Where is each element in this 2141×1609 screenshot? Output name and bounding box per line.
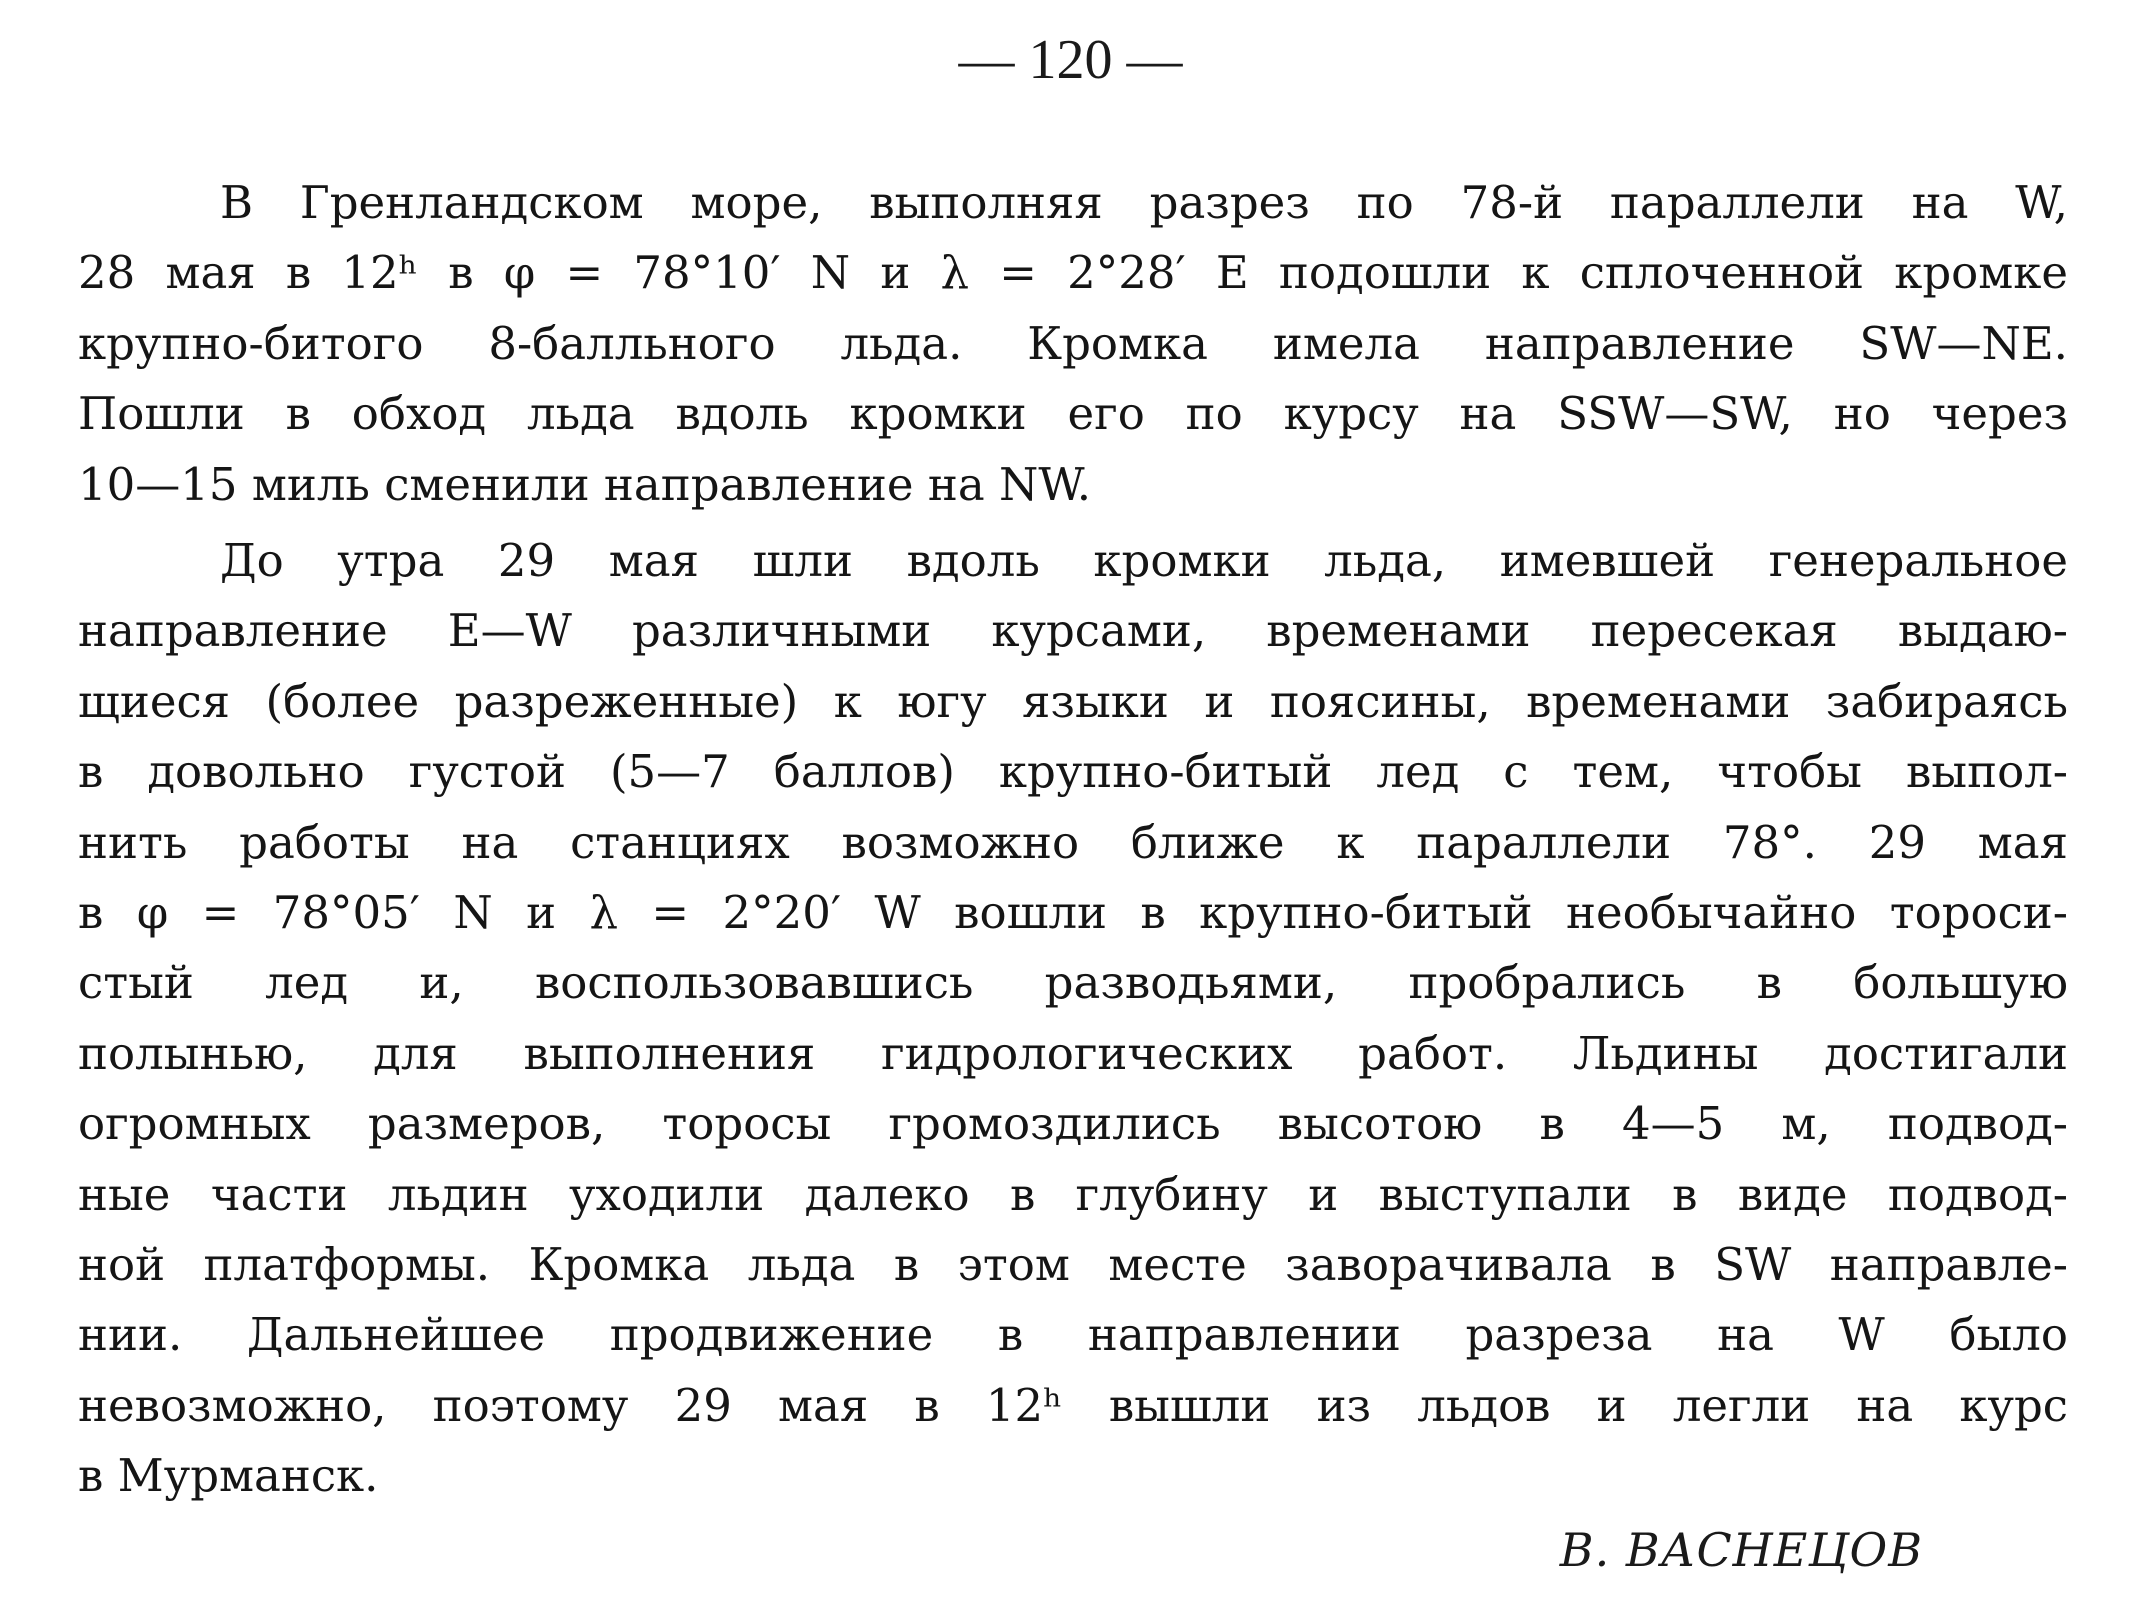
paragraph-line: полынью, для выполнения гидрологических работ. Льдины достигали xyxy=(78,1026,2068,1080)
paragraph-line: щиеся (более разреженные) к югу языки и поясины, временами забираясь xyxy=(78,674,2068,728)
paragraph-line: огромных размеров, торосы громоздились высотою в 4—5 м, подвод- xyxy=(78,1097,2068,1151)
paragraph-line: ной платформы. Кромка льда в этом месте заворачивала в SW направле- xyxy=(78,1237,2068,1291)
paragraph-line: в довольно густой (5—7 баллов) крупно-битый лед с тем, чтобы выпол- xyxy=(78,745,2068,799)
paragraph-1 xyxy=(78,168,2068,520)
paragraph-line: в Мурманск. xyxy=(78,1449,379,1503)
paragraph-line: крупно-битого 8-балльного льда. Кромка имела направление SW—NE. xyxy=(78,316,2068,370)
paragraph-line: Пошли в обход льда вдоль кромки его по курсу на SSW—SW, но через xyxy=(78,387,2068,441)
author-signature: В. ВАСНЕЦОВ xyxy=(1559,1523,1923,1577)
paragraph-line: направление E—W различными курсами, временами пересекая выдаю- xyxy=(78,604,2068,658)
paragraph-line: стый лед и, воспользовавшись разводьями, пробрались в большую xyxy=(78,956,2068,1010)
paragraph-line: 10—15 миль сменили направление на NW. xyxy=(78,457,1092,511)
paragraph-line: нить работы на станциях возможно ближе к параллели 78°. 29 мая xyxy=(78,815,2068,869)
paragraph-line: ные части льдин уходили далеко в глубину и выступали в виде подвод- xyxy=(78,1167,2068,1221)
paragraph-line: невозможно, поэтому 29 мая в 12ʰ вышли из льдов и легли на курс xyxy=(78,1378,2068,1432)
paragraph-line: в φ = 78°05′ N и λ = 2°20′ W вошли в крупно-битый необычайно тороси- xyxy=(78,885,2068,939)
paragraph-2 xyxy=(78,526,2068,1511)
paragraph-line: нии. Дальнейшее продвижение в направлении разреза на W было xyxy=(78,1308,2068,1362)
paragraph-line: До утра 29 мая шли вдоль кромки льда, имевшей генеральное xyxy=(220,534,2068,587)
page-number: — 120 — xyxy=(958,29,1183,91)
paragraph-line: В Гренландском море, выполняя разрез по 78-й параллели на W, xyxy=(220,176,2068,229)
paragraph-line: 28 мая в 12ʰ в φ = 78°10′ N и λ = 2°28′ E подошли к сплоченной кромке xyxy=(78,246,2068,300)
